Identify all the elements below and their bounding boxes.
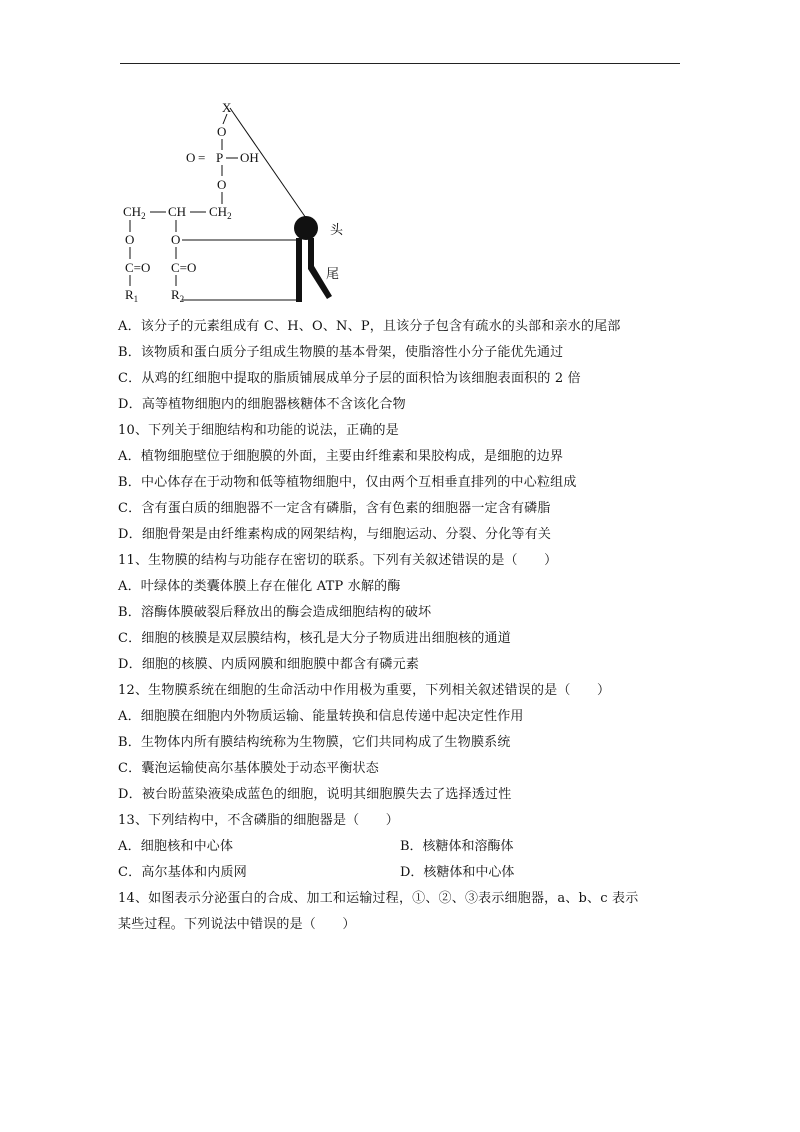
o-left: O <box>125 232 135 247</box>
q12-stem: 12、生物膜系统在细胞的生命活动中作用极为重要，下列相关叙述错误的是（ ） <box>118 683 611 698</box>
q12-option-a: A．细胞膜在细胞内外物质运输、能量转换和信息传递中起决定性作用 <box>118 709 524 724</box>
ch-center: CH <box>168 204 187 219</box>
q10-option-a: A．植物细胞壁位于细胞膜的外面，主要由纤维素和果胶构成，是细胞的边界 <box>118 449 564 464</box>
q13-option-b: B．核糖体和溶酶体 <box>400 839 514 854</box>
q12-option-b: B．生物体内所有膜结构统称为生物膜，它们共同构成了生物膜系统 <box>118 735 511 750</box>
q10-option-d: D．细胞骨架是由纤维素构成的网架结构，与细胞运动、分裂、分化等有关 <box>118 527 552 542</box>
q10-option-b: B．中心体存在于动物和低等植物细胞中，仅由两个互相垂直排列的中心粒组成 <box>118 475 577 490</box>
hydroxyl: OH <box>240 150 259 165</box>
q13-stem: 13、下列结构中，不含磷脂的细胞器是（ ） <box>118 813 399 828</box>
ch2-left: $CH_2$ <box>123 204 146 221</box>
o-double-bond: O <box>186 150 196 165</box>
q9-option-a: A．该分子的元素组成有 C、H、O、N、P，且该分子包含有疏水的头部和亲水的尾部 <box>118 319 621 334</box>
q11-option-d: D．细胞的核膜、内质网膜和细胞膜中都含有磷元素 <box>118 657 420 672</box>
q14-stem-line1: 14、如图表示分泌蛋白的合成、加工和运输过程，①、②、③表示细胞器，a、b、c 表示 <box>118 891 639 906</box>
q14-stem-line2: 某些过程。下列说法中错误的是（ ） <box>118 917 356 932</box>
o-top: O <box>217 124 227 139</box>
q13-option-d: D．核糖体和中心体 <box>400 865 515 880</box>
q12-option-c: C．囊泡运输使高尔基体膜处于动态平衡状态 <box>118 761 379 776</box>
tail-label: 尾 <box>326 267 340 282</box>
q9-option-c: C．从鸡的红细胞中提取的脂质铺展成单分子层的面积恰为该细胞表面积的 2 倍 <box>118 371 581 386</box>
q9-option-b: B．该物质和蛋白质分子组成生物膜的基本骨架，使脂溶性小分子能优先通过 <box>118 345 564 360</box>
double-bond: = <box>198 150 206 165</box>
phospholipid-structure-figure <box>110 94 370 314</box>
q13-option-a: A．细胞核和中心体 <box>118 839 234 854</box>
q11-option-a: A．叶绿体的类囊体膜上存在催化 ATP 水解的酶 <box>118 579 401 594</box>
ch2-right: $CH_2$ <box>209 204 232 221</box>
q11-option-b: B．溶酶体膜破裂后释放出的酶会造成细胞结构的破坏 <box>118 605 432 620</box>
head-label: 头 <box>330 223 344 238</box>
phospholipid-symbol <box>294 216 332 302</box>
phosphorus: P <box>216 150 224 165</box>
q10-option-c: C．含有蛋白质的细胞器不一定含有磷脂，含有色素的细胞器一定含有磷脂 <box>118 501 551 516</box>
header-rule <box>120 63 680 64</box>
q10-stem: 10、下列关于细胞结构和功能的说法，正确的是 <box>118 423 399 438</box>
q12-option-d: D．被台盼蓝染液染成蓝色的细胞，说明其细胞膜失去了选择透过性 <box>118 787 512 802</box>
carbonyl-left: C=O <box>125 260 151 275</box>
q11-stem: 11、生物膜的结构与功能存在密切的联系。下列有关叙述错误的是（ ） <box>118 553 558 568</box>
o-right: O <box>171 232 181 247</box>
x-label: X <box>222 100 232 115</box>
q13-option-c: C．高尔基体和内质网 <box>118 865 247 880</box>
q11-option-c: C．细胞的核膜是双层膜结构，核孔是大分子物质进出细胞核的通道 <box>118 631 511 646</box>
r2-group: $R_2$ <box>171 287 185 304</box>
q9-option-d: D．高等植物细胞内的细胞器核糖体不含该化合物 <box>118 397 406 412</box>
carbonyl-right: C=O <box>171 260 197 275</box>
o-mid: O <box>217 177 227 192</box>
r1-group: $R_1$ <box>125 287 139 304</box>
